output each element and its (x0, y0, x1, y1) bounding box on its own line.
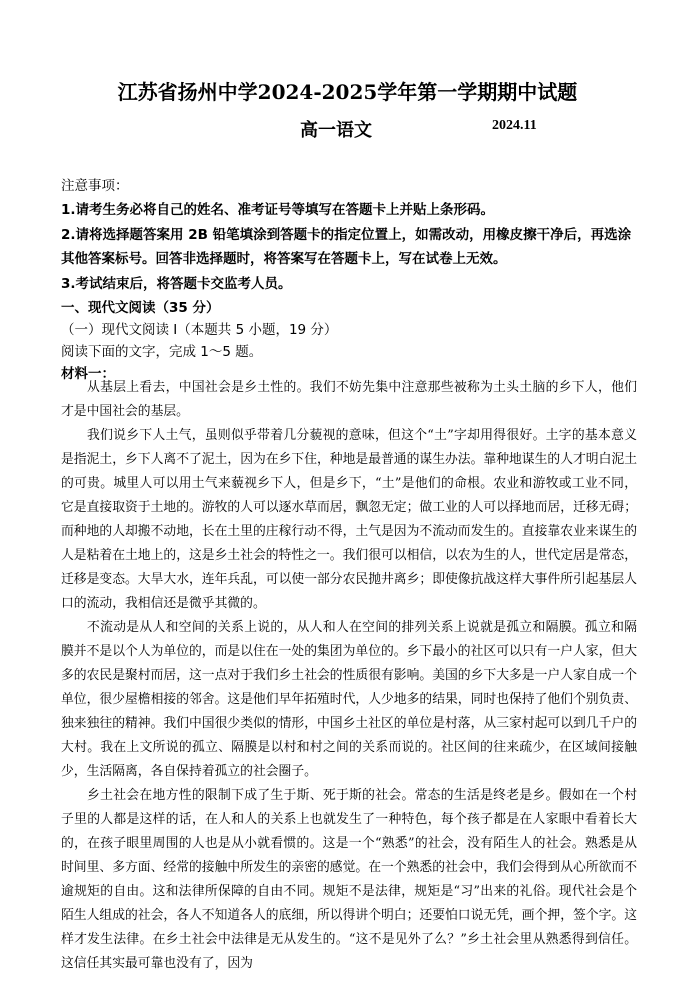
exam-title: 江苏省扬州中学2024-2025学年第一学期期中试题 (117, 80, 578, 104)
subsection-heading: （一）现代文阅读 I（本题共 5 小题，19 分） (61, 322, 338, 338)
notes-heading: 注意事项： (61, 178, 129, 194)
material-label: 材料一： (61, 366, 115, 382)
notes-item-2-line-2: 其他答案标号。回答非选择题时，将答案写在答题卡上，写在试卷上无效。 (61, 251, 507, 267)
reading-instruction: 阅读下面的文字，完成 1～5 题。 (61, 344, 263, 360)
notes-item-1: 1.请考生务必将自己的姓名、准考证号等填写在答题卡上并贴上条形码。 (61, 202, 495, 218)
notes-item-3: 3.考试结束后，将答题卡交监考人员。 (61, 276, 292, 292)
exam-date: 2024.11 (492, 118, 537, 133)
section-heading: 一、现代文阅读（35 分） (61, 300, 220, 316)
reading-passage (61, 376, 637, 976)
passage-paragraph-1: 从基层上看去，中国社会是乡土性的。我们不妨先集中注意那些被称为土头土脑的乡下人，他们才是中国社会的基层。 (61, 380, 637, 419)
passage-paragraph-4: 乡土社会在地方性的限制下成了生于斯、死于斯的社会。常态的生活是终老是乡。假如在一个村子里的人都是这样的话，在人和人的关系上也就发生了一种特色，每个孩子都是在人家眼中看着长大的，在孩子眼里周围的人也是从小就看惯的。这是一个“熟悉”的社会，没有陌生人的社会。熟悉是从时间里、多方面、经常的接触中所发生的亲密的感觉。在一个熟悉的社会中，我们会得到从心所欲而不逾规矩的自由。这和法律所保障的自由不同。规矩不是法律，规矩是“习”出来的礼俗。现代社会是个陌生人组成的社会，各人不知道各人的底细，所以得讲个明白；还要怕口说无凭，画个押，签个字。这样才发生法律。在乡土社会中法律是无从发生的。“这不是见外了么？”乡土社会里从熟悉得到信任。这信任其实最可靠也没有了，因为 (61, 788, 637, 971)
notes-item-2-line-1: 2.请将选择题答案用 2B 铅笔填涂到答题卡的指定位置上，如需改动，用橡皮擦干净后，再选涂 (61, 227, 632, 243)
passage-paragraph-2: 我们说乡下人土气，虽则似乎带着几分藐视的意味，但这个“土”字却用得很好。土字的基本意义是指泥土，乡下人离不了泥土，因为在乡下住，种地是最普通的谋生办法。靠种地谋生的人才明白泥土的可贵。城里人可以用土气来藐视乡下人，但是乡下，“土”是他们的命根。农业和游牧或工业不同，它是直接取资于土地的。游牧的人可以逐水草而居，飘忽无定；做工业的人可以择地而居，迁移无碍；而种地的人却搬不动地，长在土里的庄稼行动不得，土气是因为不流动而发生的。直接靠农业来谋生的人是粘着在土地上的，这是乡土社会的特性之一。我们很可以相信，以农为生的人，世代定居是常态，迁移是变态。大旱大水，连年兵乱，可以使一部分农民抛井离乡；即使像抗战这样大事件所引起基层人口的流动，我相信还是微乎其微的。 (61, 428, 637, 611)
passage-paragraph-3: 不流动是从人和空间的关系上说的，从人和人在空间的排列关系上说就是孤立和隔膜。孤立和隔膜并不是以个人为单位的，而是以住在一处的集团为单位的。乡下最小的社区可以只有一户人家，但大多的农民是聚村而居，这一点对于我们乡土社会的性质很有影响。美国的乡下大多是一户人家自成一个单位，很少屋檐相接的邻舍。这是他们早年拓殖时代，人少地多的结果，同时也保持了他们个别负责、独来独往的精神。我们中国很少类似的情形，中国乡土社区的单位是村落，从三家村起可以到几千户的大村。我在上文所说的孤立、隔膜是以村和村之间的关系而说的。社区间的往来疏少，在区域间接触少，生活隔离，各自保持着孤立的社会圈子。 (61, 620, 637, 779)
exam-subtitle: 高一语文 (300, 120, 372, 141)
